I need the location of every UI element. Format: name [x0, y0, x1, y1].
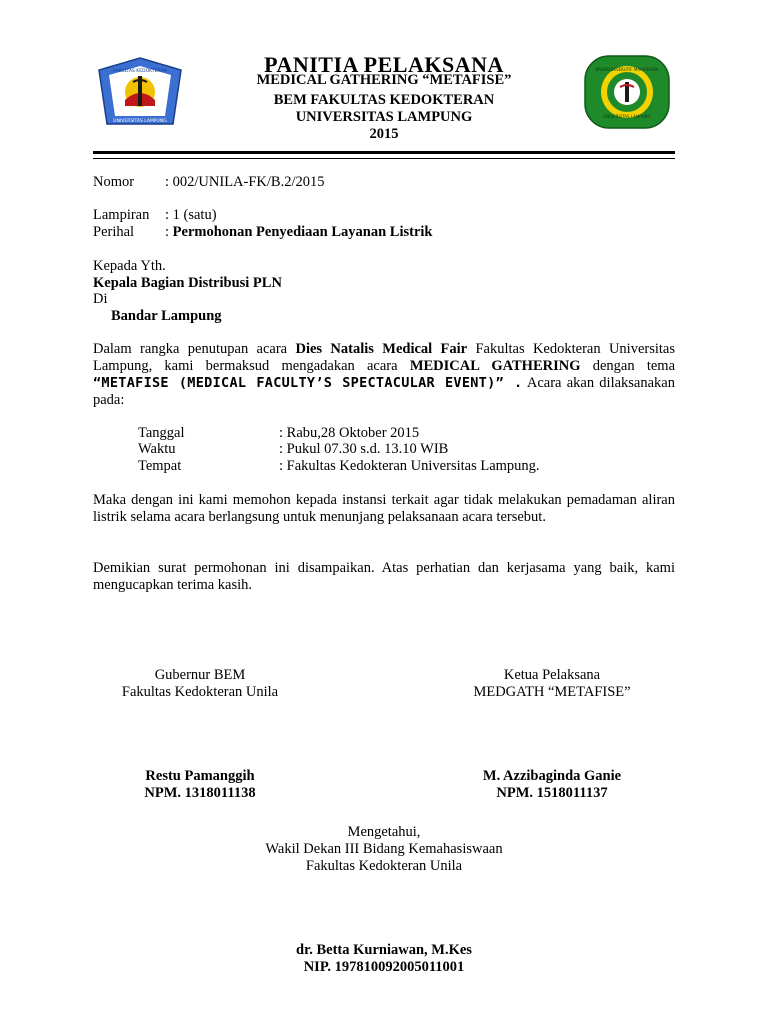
- right-signatory-npm: NPM. 1518011137: [496, 785, 608, 801]
- right-signatory-role: Ketua Pelaksana MEDGATH “METAFISE”: [473, 667, 631, 700]
- year-line: 2015: [369, 126, 399, 142]
- left-signatory-name: Restu Pamanggih: [145, 768, 255, 784]
- perihal-label: Perihal: [93, 224, 135, 240]
- left-signatory: [80, 768, 320, 802]
- closing-paragraph: Demikian surat permohonan ini disampaikan. Atas perhatian dan kerjasama yang baik, kami mengucapkan terima kasih.: [93, 560, 675, 593]
- recipient-city: Bandar Lampung: [111, 308, 222, 324]
- detail-value-time: : Pukul 07.30 s.d. 13.10 WIB: [279, 441, 449, 457]
- event-name-line: MEDICAL GATHERING “METAFISE”: [256, 72, 512, 88]
- approval-faculty: Fakultas Kedokteran Unila: [305, 858, 463, 874]
- committee-title: PANITIA PELAKSANA: [264, 52, 504, 77]
- left-signatory-role: Gubernur BEM Fakultas Kedokteran Unila: [121, 667, 279, 700]
- detail-label-place: Tempat: [138, 458, 182, 474]
- recipient-greeting: Kepada Yth.: [93, 258, 166, 274]
- svg-text:UNIVERSITAS LAMPUNG: UNIVERSITAS LAMPUNG: [603, 114, 651, 119]
- right-signatory-name: M. Azzibaginda Ganie: [482, 768, 622, 784]
- recipient-name: Kepala Bagian Distribusi PLN: [93, 275, 282, 291]
- nomor-value: : 002/UNILA-FK/B.2/2015: [165, 174, 325, 190]
- right-signatory: [432, 768, 672, 802]
- detail-label-date: Tanggal: [138, 425, 185, 441]
- svg-text:FAKULTAS KEDOKTERAN: FAKULTAS KEDOKTERAN: [113, 69, 167, 74]
- header-divider-thin: [93, 158, 675, 159]
- opening-paragraph: Dalam rangka penutupan acara Dies Natalis Medical Fair Fakultas Kedokteran Universitas Lampung, kami bermaksud mengadakan acara MEDICAL GATHERING dengan tema “METAFISE (MEDICAL FACULTY’S SPECTACULAR EVENT)” . Acara akan dilaksanakan pada:: [93, 341, 676, 408]
- svg-text:UNIVERSITAS LAMPUNG: UNIVERSITAS LAMPUNG: [113, 119, 167, 124]
- recipient-di: Di: [93, 291, 108, 307]
- organization-line: BEM FAKULTAS KEDOKTERAN: [273, 92, 495, 108]
- request-paragraph: Maka dengan ini kami memohon kepada instansi terkait agar tidak melakukan pemadaman aliran listrik selama acara berlangsung untuk menunjang pelaksanaan acara tersebut.: [93, 492, 675, 525]
- detail-label-time: Waktu: [138, 441, 176, 457]
- header-divider-thick: [93, 151, 675, 154]
- detail-value-date: : Rabu,28 Oktober 2015: [279, 425, 420, 441]
- lampiran-value: : 1 (satu): [165, 207, 217, 223]
- nomor-label: Nomor: [93, 174, 135, 190]
- detail-value-place: : Fakultas Kedokteran Universitas Lampung.: [279, 458, 540, 474]
- approval-name: dr. Betta Kurniawan, M.Kes: [296, 942, 472, 958]
- perihal-value: : Permohonan Penyediaan Layanan Listrik: [165, 224, 433, 240]
- approval-signatory: [209, 942, 559, 976]
- left-signatory-npm: NPM. 1318011138: [144, 785, 256, 801]
- university-line: UNIVERSITAS LAMPUNG: [295, 109, 473, 125]
- lampiran-label: Lampiran: [93, 207, 150, 223]
- approval-block: [209, 824, 559, 875]
- approval-label: Mengetahui,: [347, 824, 421, 840]
- svg-text:BADAN EKSEKUTIF MAHASISWA: BADAN EKSEKUTIF MAHASISWA: [595, 67, 659, 72]
- approval-nip: NIP. 197810092005011001: [303, 959, 465, 975]
- approval-role: Wakil Dekan III Bidang Kemahasiswaan: [265, 841, 503, 857]
